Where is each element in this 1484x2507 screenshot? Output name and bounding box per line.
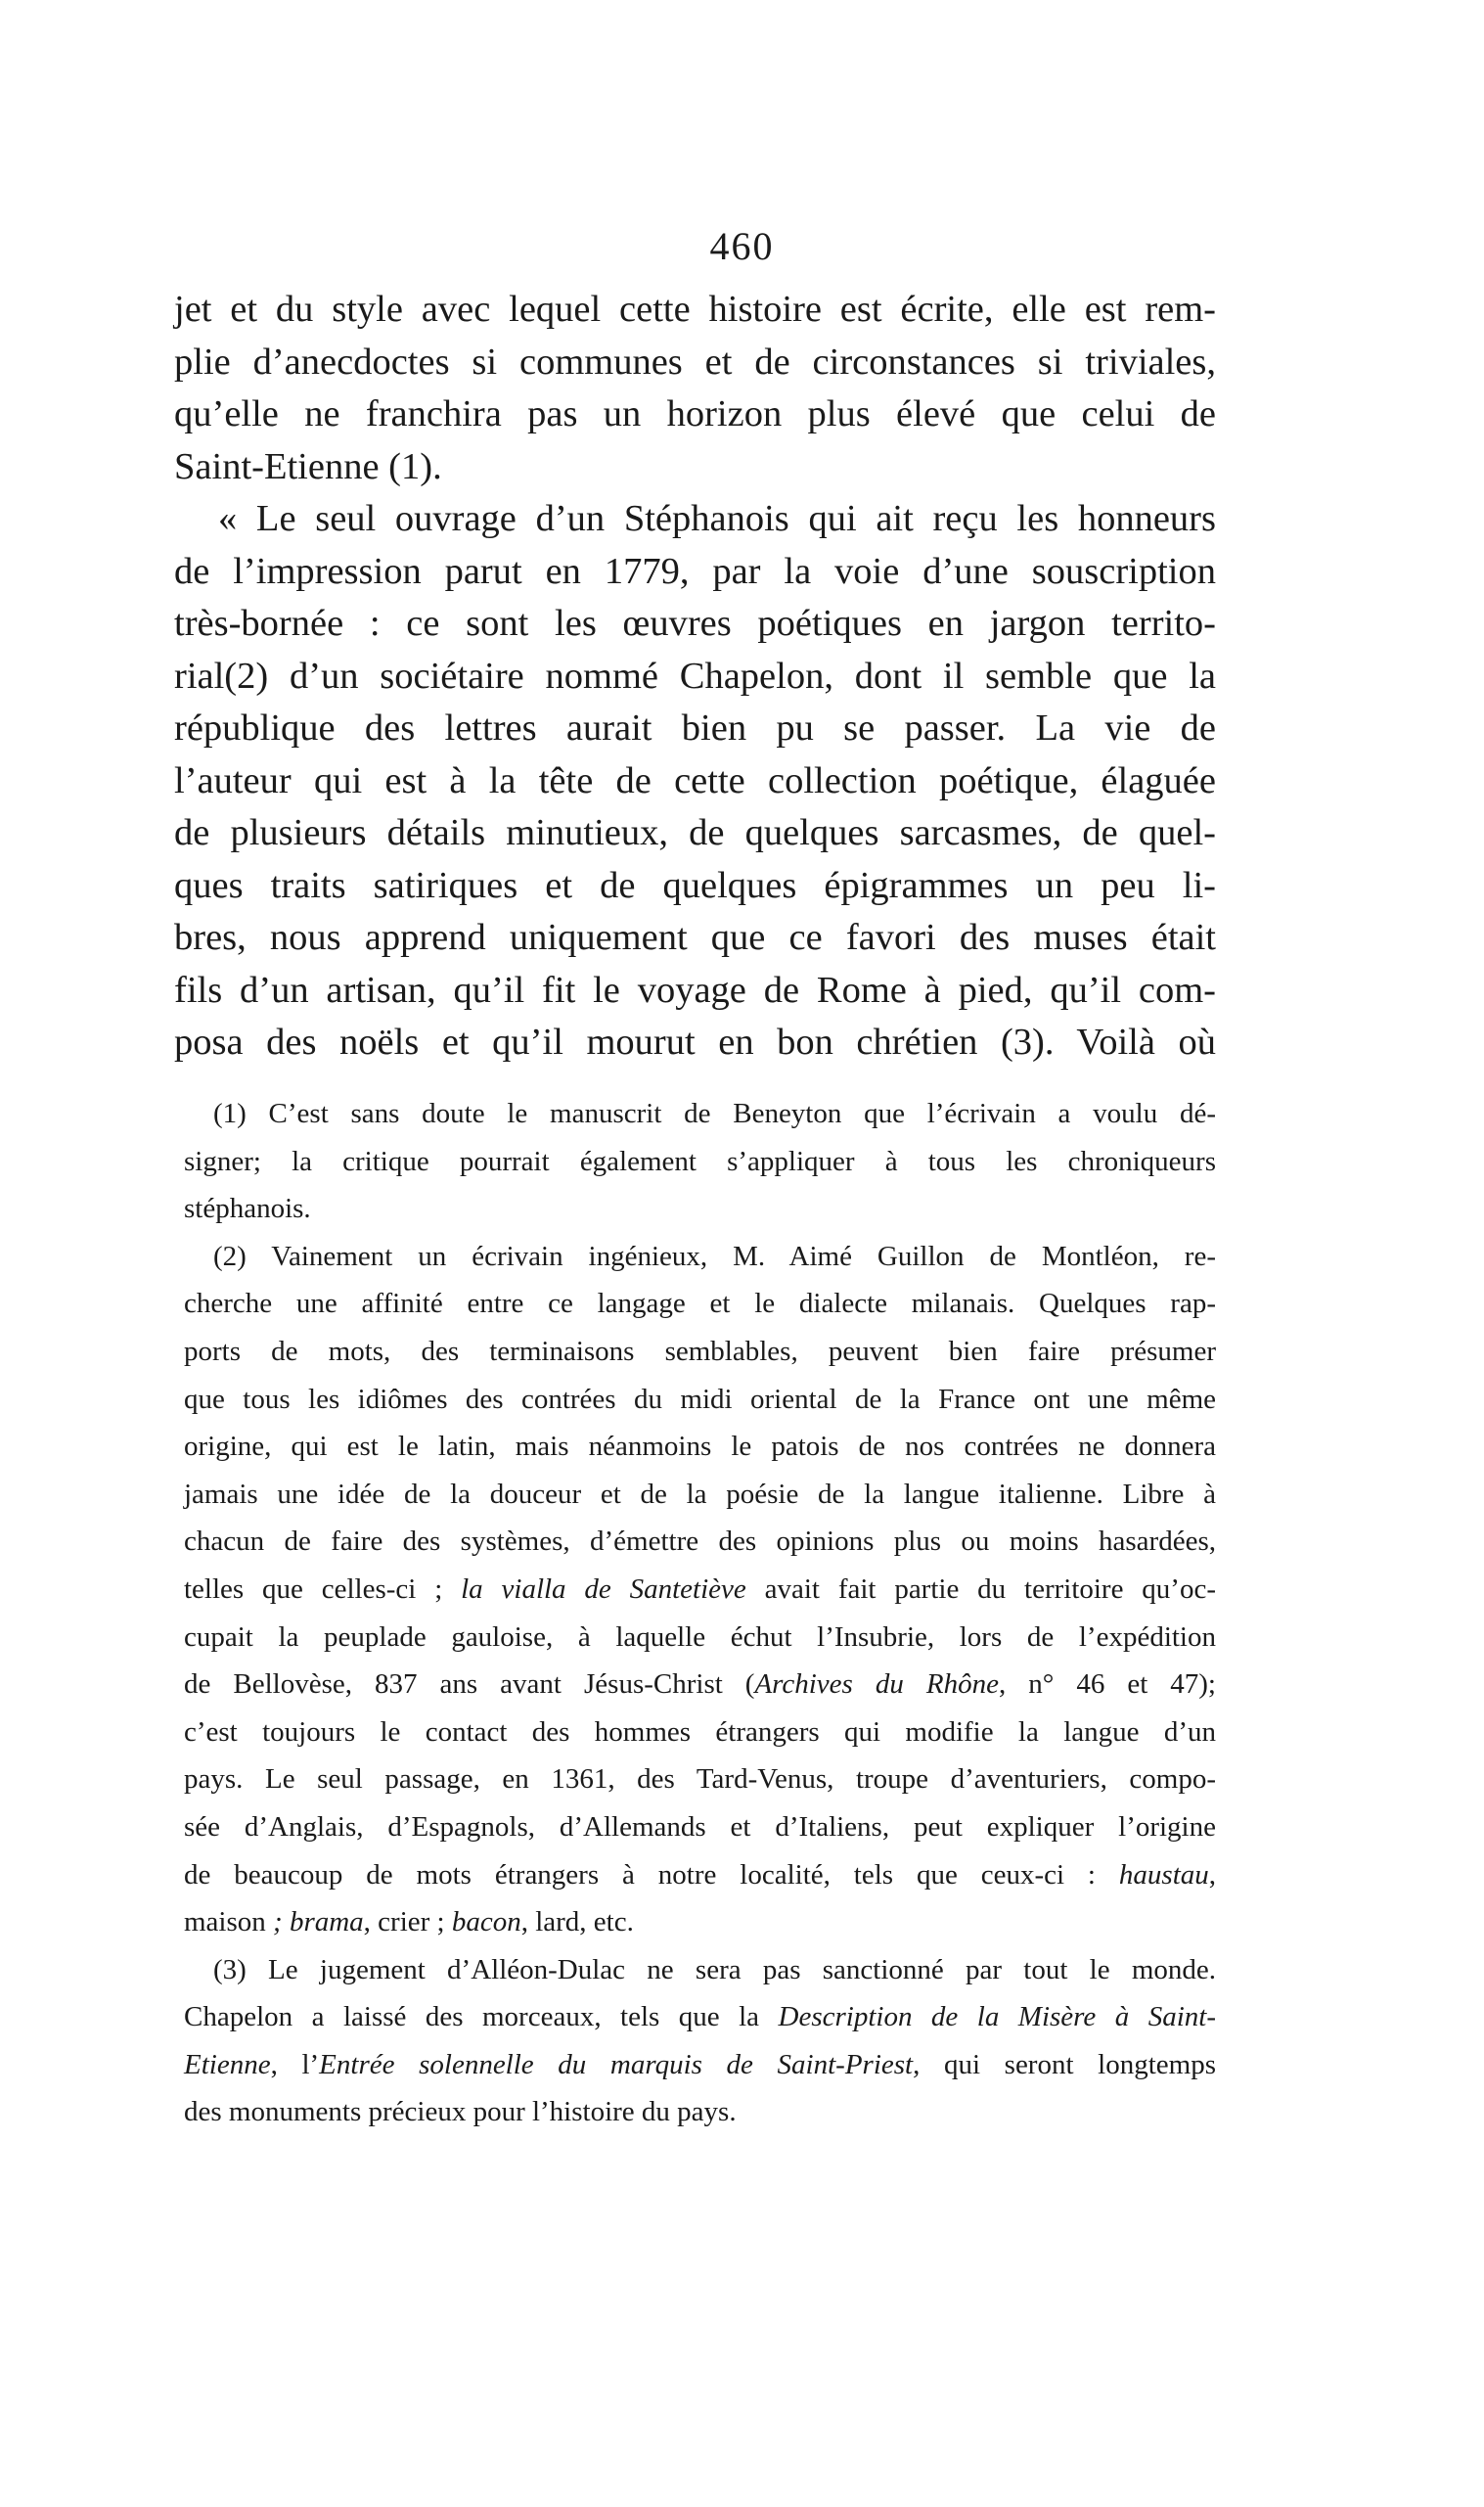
footnote-2-text: , xyxy=(1208,1858,1216,1891)
text-line: rial(2) d’un sociétaire nommé Chapelon, dont il semble que la xyxy=(174,655,1216,697)
footnote-2-line: ports de mots, des terminaisons semblables, peuvent bien faire présumer xyxy=(184,1335,1216,1367)
footnote-2-text: , lard, etc. xyxy=(520,1906,634,1938)
footnote-2-line: jamais une idée de la douceur et de la poésie de la langue italienne. Libre à xyxy=(184,1478,1216,1510)
footnote-2-line: pays. Le seul passage, en 1361, des Tard-Venus, troupe d’aventuriers, compo- xyxy=(184,1763,1216,1796)
text-line: jet et du style avec lequel cette histoire est écrite, elle est rem- xyxy=(174,289,1216,330)
footnote-2-italic: bacon xyxy=(451,1906,521,1938)
footnote-2-italic: Archives du Rhône xyxy=(754,1668,999,1701)
footnote-2-line: cupait la peuplade gauloise, à laquelle échut l’Insubrie, lors de l’expédition xyxy=(184,1620,1216,1653)
text-line: république des lettres aurait bien pu se passer. La vie de xyxy=(174,707,1216,749)
footnote-1-line: (1) C’est sans doute le manuscrit de Beneyton que l’écrivain a voulu dé- xyxy=(213,1098,1216,1129)
text-line: Saint-Etienne (1). xyxy=(174,445,442,487)
text-line: l’auteur qui est à la tête de cette collection poétique, élaguée xyxy=(174,759,1216,801)
footnote-2-italic: haustau xyxy=(1118,1858,1209,1891)
text-line: qu’elle ne franchira pas un horizon plus élevé que celui de xyxy=(174,393,1216,434)
text-line: plie d’anecdoctes si communes et de circonstances si triviales, xyxy=(174,341,1216,383)
text-line: bres, nous apprend uniquement que ce favori des muses était xyxy=(174,917,1216,958)
footnotes xyxy=(184,1090,1216,2136)
text-line: posa des noëls et qu’il mourut en bon chrétien (3). Voilà où xyxy=(174,1022,1216,1063)
text-line: de l’impression parut en 1779, par la voie d’une souscription xyxy=(174,550,1216,592)
text-line: « Le seul ouvrage d’un Stéphanois qui ait reçu les honneurs xyxy=(218,498,1216,539)
footnote-2-line: que tous les idiômes des contrées du midi oriental de la France ont une même xyxy=(184,1383,1216,1415)
main-text xyxy=(174,284,1216,1070)
footnote-3-line xyxy=(184,1993,1216,2041)
footnote-3-line xyxy=(184,2041,1216,2089)
footnote-3-line: (3) Le jugement d’Alléon-Dulac ne sera pas sanctionné par tout le monde. xyxy=(213,1953,1216,1985)
footnote-2-line xyxy=(184,1661,1216,1709)
footnote-2-line: chacun de faire des systèmes, d’émettre des opinions plus ou moins hasardées, xyxy=(184,1526,1216,1558)
footnote-3-italic: Description de la Misère à Saint- xyxy=(778,2001,1216,2033)
footnote-2-line xyxy=(184,1851,1216,1899)
text-line: ques traits satiriques et de quelques épigrammes un peu li- xyxy=(174,864,1216,906)
footnote-2-italic: la vialla de Santetiève xyxy=(461,1573,746,1605)
footnote-3-italic: Entrée solennelle du marquis de Saint-Priest xyxy=(319,2048,914,2080)
footnote-2-line: (2) Vainement un écrivain ingénieux, M. Aimé Guillon de Montléon, re- xyxy=(213,1240,1216,1272)
text-line: de plusieurs détails minutieux, de quelques sarcasmes, de quel- xyxy=(174,812,1216,853)
footnote-2-text: maison xyxy=(184,1906,266,1938)
footnote-2-line xyxy=(184,1898,1216,1946)
footnote-2-text: , crier ; xyxy=(363,1906,452,1938)
footnote-3-text: , qui seront longtemps xyxy=(913,2048,1216,2080)
footnote-2-text: avait fait partie du territoire qu’oc- xyxy=(745,1573,1216,1605)
footnote-1-line: signer; la critique pourrait également s’appliquer à tous les chroniqueurs xyxy=(184,1145,1216,1177)
footnote-2-text: , n° 46 et 47); xyxy=(998,1668,1216,1701)
footnote-2-line xyxy=(184,1566,1216,1614)
text-line: fils d’un artisan, qu’il fit le voyage de Rome à pied, qu’il com- xyxy=(174,969,1216,1011)
footnote-2-line: c’est toujours le contact des hommes étrangers qui modifie la langue d’un xyxy=(184,1715,1216,1748)
footnote-2-line: origine, qui est le latin, mais néanmoins le patois de nos contrées ne donnera xyxy=(184,1431,1216,1463)
footnote-3-line: des monuments précieux pour l’histoire du pays. xyxy=(184,2096,737,2128)
footnote-1-line: stéphanois. xyxy=(184,1193,311,1225)
text-line: très-bornée : ce sont les œuvres poétiques en jargon territo- xyxy=(174,603,1216,644)
footnote-2-text: telles que celles-ci ; xyxy=(184,1573,462,1605)
footnote-2-text: de beaucoup de mots étrangers à notre localité, tels que ceux-ci : xyxy=(184,1858,1119,1891)
footnote-3-text: Chapelon a laissé des morceaux, tels que la xyxy=(184,2001,779,2033)
page-number: 460 xyxy=(709,224,775,268)
footnote-2-italic: ; brama xyxy=(265,1906,364,1938)
footnote-3-italic: Etienne xyxy=(184,2048,271,2080)
footnote-3-text: , l’ xyxy=(270,2048,320,2080)
footnote-2-line: sée d’Anglais, d’Espagnols, d’Allemands et d’Italiens, peut expliquer l’origine xyxy=(184,1810,1216,1843)
footnote-2-line: cherche une affinité entre ce langage et le dialecte milanais. Quelques rap- xyxy=(184,1288,1216,1320)
footnote-2-text: de Bellovèse, 837 ans avant Jésus-Christ ( xyxy=(184,1668,755,1701)
